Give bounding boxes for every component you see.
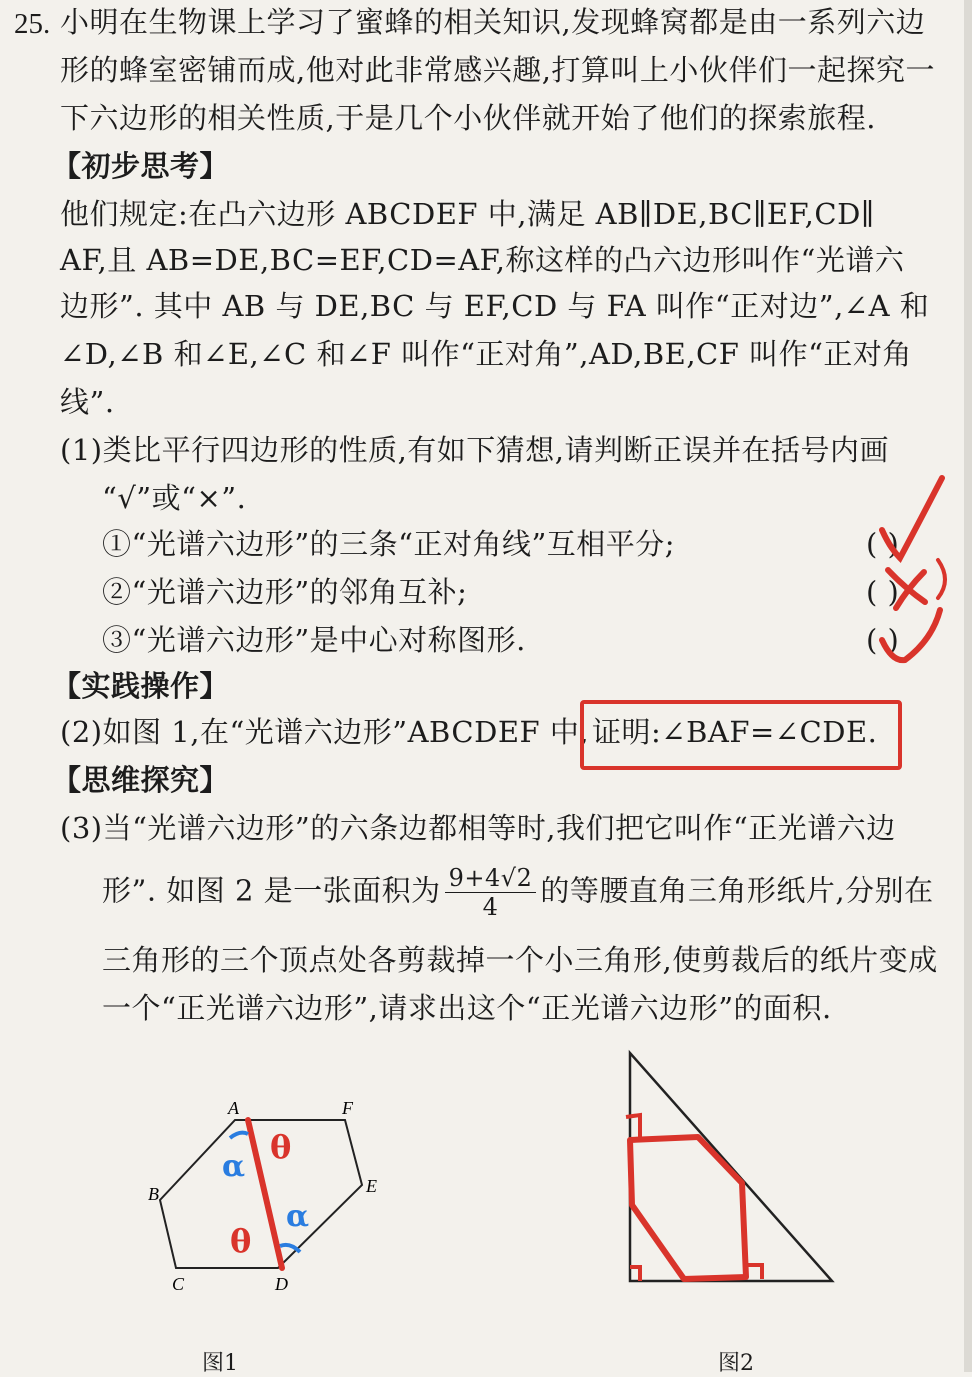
part1-line-1: (1)类比平行四边形的性质,有如下猜想,请判断正误并在括号内画: [60, 433, 890, 467]
theta-at-a: θ: [270, 1128, 292, 1166]
definition-line-5: 线”.: [60, 385, 115, 419]
section-title-practice: 【实践操作】: [52, 669, 230, 703]
label-b: B: [148, 1184, 159, 1204]
right-angle-mark-bottom: [630, 1267, 640, 1281]
intro-line-3: 下六边形的相关性质,于是几个小伙伴就开始了他们的探索旅程.: [60, 101, 876, 135]
label-f: F: [342, 1098, 353, 1118]
section-title-preliminary: 【初步思考】: [52, 149, 230, 183]
fraction-denominator: 4: [482, 893, 499, 921]
statement-3: ③“光谱六边形”是中心对称图形.: [102, 623, 526, 657]
part3-line-3: 三角形的三个顶点处各剪裁掉一个小三角形,使剪裁后的纸片变成: [102, 943, 938, 977]
answer-bracket-1: ( ): [866, 527, 900, 561]
cross-mark-stroke-icon: [938, 560, 945, 598]
definition-line-3: 边形”. 其中 AB 与 DE,BC 与 EF,CD 与 FA 叫作“正对边”,∠A 和: [60, 289, 930, 323]
theta-at-d: θ: [230, 1222, 252, 1260]
handwritten-marks: [860, 470, 960, 670]
part2-proof-statement: 证明:∠BAF=∠CDE.: [592, 715, 878, 749]
hand-drawn-hexagon: [630, 1137, 746, 1279]
label-d: D: [275, 1274, 288, 1294]
problem-number: 25.: [14, 8, 51, 40]
label-c: C: [172, 1274, 185, 1294]
answer-bracket-3: ( ): [866, 623, 900, 657]
fraction-numerator: 9+4√2: [445, 866, 537, 893]
answer-bracket-2: ( ): [866, 575, 900, 609]
hexagon-outline: [160, 1120, 362, 1268]
section-title-thinking: 【思维探究】: [52, 763, 230, 797]
label-e: E: [366, 1176, 377, 1196]
label-a: A: [228, 1098, 239, 1118]
area-fraction: [445, 866, 537, 919]
part3-line-1: (3)当“光谱六边形”的六条边都相等时,我们把它叫作“正光谱六边: [60, 811, 896, 845]
cross-mark-icon: [888, 570, 925, 608]
part3-line-2-end: 的等腰直角三角形纸片,分别在: [540, 873, 934, 908]
figure-2-caption: 图2: [718, 1351, 754, 1376]
part2-prefix: (2)如图 1,在“光谱六边形”ABCDEF 中,: [60, 715, 590, 749]
definition-line-2: AF,且 AB=DE,BC=EF,CD=AF,称这样的凸六边形叫作“光谱六: [60, 243, 905, 277]
figure-1-caption: 图1: [202, 1351, 238, 1376]
part3-line-2-start: 形”. 如图 2 是一张面积为: [102, 873, 441, 908]
intro-line-1: 小明在生物课上学习了蜜蜂的相关知识,发现蜂窝都是由一系列六边: [60, 5, 926, 39]
definition-line-4: ∠D,∠B 和∠E,∠C 和∠F 叫作“正对角”,AD,BE,CF 叫作“正对角: [60, 337, 912, 371]
statement-2: ②“光谱六边形”的邻角互补;: [102, 575, 468, 609]
alpha-at-d: α: [286, 1199, 310, 1234]
part3-line-2: [102, 866, 934, 919]
alpha-at-a: α: [222, 1149, 246, 1184]
part3-line-4: 一个“正光谱六边形”,请求出这个“正光谱六边形”的面积.: [102, 991, 832, 1025]
page-edge: [964, 0, 972, 1372]
figure-1-hexagon: [130, 1090, 410, 1300]
part1-line-2: “√”或“×”.: [102, 481, 247, 515]
angle-arc-d: [280, 1245, 300, 1252]
intro-line-2: 形的蜂室密铺而成,他对此非常感兴趣,打算叫上小伙伴们一起探究一: [60, 53, 935, 87]
check-mark-icon: [882, 478, 942, 558]
definition-line-1: 他们规定:在凸六边形 ABCDEF 中,满足 AB∥DE,BC∥EF,CD∥: [60, 197, 875, 231]
figure-2-triangle: [600, 1045, 860, 1295]
statement-1: ①“光谱六边形”的三条“正对角线”互相平分;: [102, 527, 676, 561]
check-mark-3-icon: [882, 610, 940, 660]
angle-arc-a: [230, 1133, 248, 1138]
